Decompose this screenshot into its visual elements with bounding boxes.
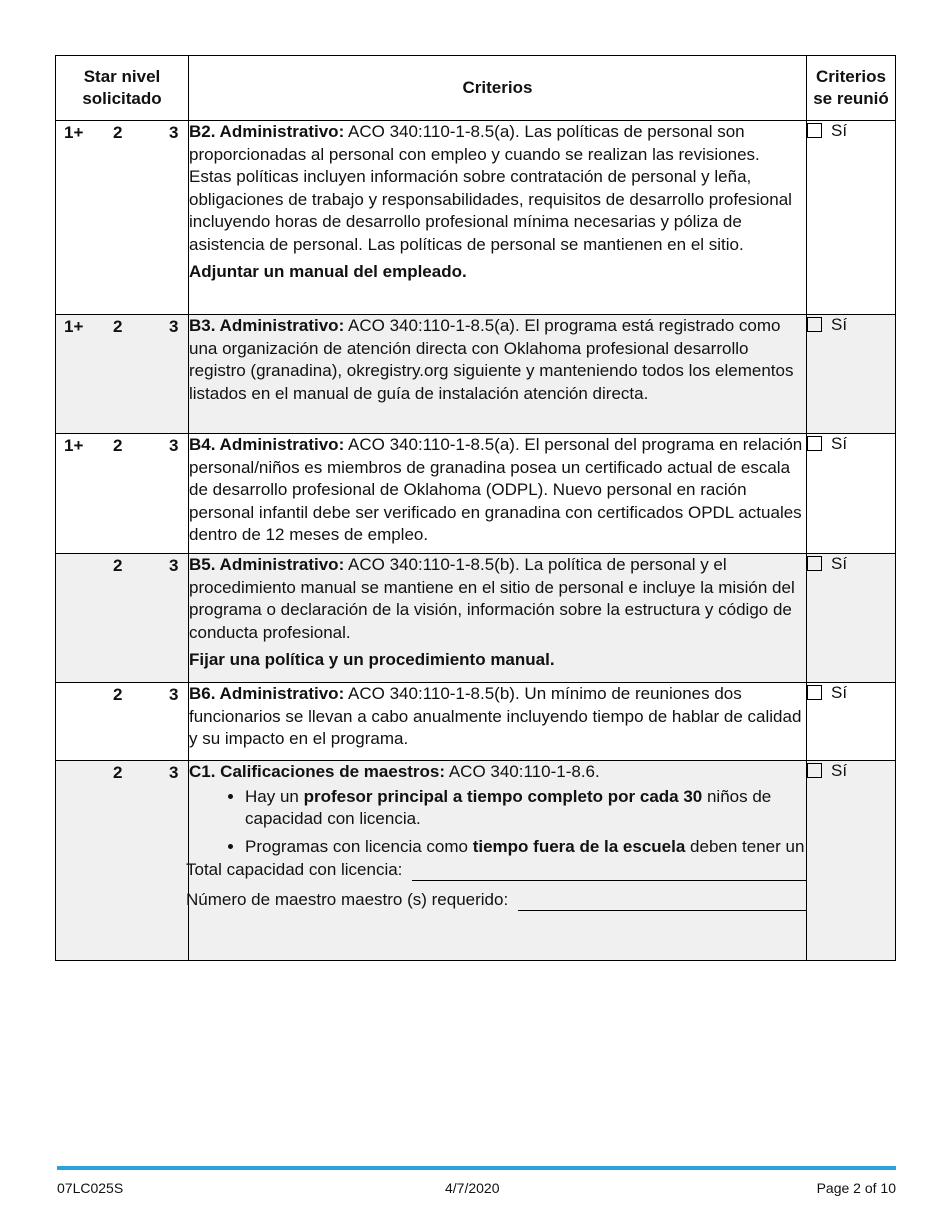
table-row-c1 xyxy=(56,761,896,961)
criterion-id: B2. Administrativo: xyxy=(189,122,345,141)
criterion-ref: ACO 340:110-1-8.6. xyxy=(445,762,600,781)
table-row-b4 xyxy=(56,434,896,554)
star-levels xyxy=(56,554,189,683)
table-row-b3 xyxy=(56,315,896,434)
level-3: 3 xyxy=(169,685,179,704)
criteria-cell xyxy=(189,554,807,683)
met-cell xyxy=(807,121,896,315)
criterion-id: B3. Administrativo: xyxy=(189,316,345,335)
criteria-cell xyxy=(189,315,807,434)
table-row-b5 xyxy=(56,554,896,683)
yes-checkbox[interactable] xyxy=(807,556,822,571)
yes-label: Sí xyxy=(831,683,848,702)
bullet-text: Hay un xyxy=(245,786,304,806)
yes-checkbox[interactable] xyxy=(807,763,822,778)
criterion-attachment: Adjuntar un manual del empleado. xyxy=(189,262,467,281)
yes-label: Sí xyxy=(831,554,848,573)
criterion-text: La política de personal y el procedimiento manual se mantiene en el sitio de personal e incluye la misión del programa o declaración de la visión, información sobre la estructura y código de conducta profesional. xyxy=(189,555,795,642)
criterion-ref: ACO 340:110-1-8.5(a). xyxy=(344,435,520,454)
met-cell xyxy=(807,554,896,683)
level-3: 3 xyxy=(169,317,179,336)
level-2: 2 xyxy=(113,317,123,336)
star-levels xyxy=(56,761,189,961)
criterion-ref: ACO 340:110-1-8.5(a). xyxy=(344,122,520,141)
yes-label: Sí xyxy=(831,121,848,140)
yes-label: Sí xyxy=(831,315,848,334)
criteria-table xyxy=(55,55,896,961)
level-2: 2 xyxy=(113,685,123,704)
yes-checkbox[interactable] xyxy=(807,123,822,138)
criterion-id: B4. Administrativo: xyxy=(189,435,345,454)
form-code: 07LC025S xyxy=(57,1180,124,1196)
criteria-cell xyxy=(189,434,807,554)
master-teachers-label: Número de maestro maestro (s) requerido: xyxy=(186,890,509,909)
star-levels xyxy=(56,315,189,434)
yes-checkbox[interactable] xyxy=(807,685,822,700)
c1-fields xyxy=(186,859,806,911)
bullet-emphasis: tiempo fuera de la escuela xyxy=(472,836,686,856)
yes-checkbox[interactable] xyxy=(807,436,822,451)
criteria-header: Criterios xyxy=(189,56,807,121)
criterion-text: El personal del programa en relación personal/niños es miembros de granadina posea un certificado actual de escala de desarrollo profesional de Oklahoma (ODPL). Nuevo personal en ración personal infantil debe ser verificado en granadina con certificados OPDL actuales dentro de 12 meses de empleo. xyxy=(189,435,803,544)
footer-divider xyxy=(57,1166,896,1170)
criterion-text: Las políticas de personal son proporcionadas al personal con empleo y cuando se realizan las revisiones. Estas políticas incluyen información sobre contratación de personal y leña, obligaciones de trabajo y responsabilidades, requisitos de desarrollo profesional incluyendo horas de desarrollo profesional mínima necesarias y póliza de asistencia de personal. Las políticas de personal se mantienen en el sitio. xyxy=(189,122,792,254)
criterion-id: B5. Administrativo: xyxy=(189,555,345,574)
criterion-attachment: Fijar una política y un procedimiento manual. xyxy=(189,650,555,669)
form-date: 4/7/2020 xyxy=(445,1180,500,1196)
level-3: 3 xyxy=(169,123,179,142)
yes-label: Sí xyxy=(831,761,848,780)
met-cell xyxy=(807,434,896,554)
bullet-text: niños de capacidad con licencia. xyxy=(245,786,772,828)
criterion-text: El programa está registrado como una organización de atención directa con Oklahoma profesional desarrollo registro (granadina), okregistry.org siguiente y manteniendo todos los elementos listados en el manual de guía de instalación atención directa. xyxy=(189,316,794,403)
table-row-b2 xyxy=(56,121,896,315)
criteria-cell xyxy=(186,761,807,961)
level-1plus: 1+ xyxy=(64,436,84,455)
yes-checkbox[interactable] xyxy=(807,317,822,332)
level-1plus: 1+ xyxy=(64,317,84,336)
level-3: 3 xyxy=(169,436,179,455)
criterion-id: C1. Calificaciones de maestros: xyxy=(189,762,446,781)
page-number: Page 2 of 10 xyxy=(816,1180,896,1196)
star-levels xyxy=(56,683,189,761)
level-2: 2 xyxy=(113,763,123,782)
criterion-ref: ACO 340:110-1-8.5(b). xyxy=(344,555,520,574)
bullet-emphasis: profesor principal a tiempo completo por cada 30 xyxy=(303,786,703,806)
yes-label: Sí xyxy=(831,434,848,453)
level-2: 2 xyxy=(113,123,123,142)
criteria-cell xyxy=(189,683,807,761)
criteria-cell xyxy=(189,121,807,315)
criterion-ref: ACO 340:110-1-8.5(b). xyxy=(344,684,520,703)
level-1plus: 1+ xyxy=(64,123,84,142)
level-3: 3 xyxy=(169,763,179,782)
level-2: 2 xyxy=(113,556,123,575)
c1-bullet-list xyxy=(189,786,806,858)
criterion-text: Un mínimo de reuniones dos funcionarios se llevan a cabo anualmente incluyendo tiempo de hablar de calidad y su impacto en el programa. xyxy=(189,684,802,748)
criterion-id: B6. Administrativo: xyxy=(189,684,345,703)
met-cell xyxy=(807,315,896,434)
c1-body xyxy=(189,761,806,857)
star-levels xyxy=(56,121,189,315)
star-level-header: Star nivel solicitado xyxy=(56,56,189,121)
bullet-text: deben tener un xyxy=(685,836,805,856)
table-header-row xyxy=(56,56,896,121)
list-item xyxy=(245,836,806,858)
list-item xyxy=(245,786,806,831)
star-levels xyxy=(56,434,189,554)
bullet-text: Programas con licencia como xyxy=(245,836,473,856)
total-capacity-label: Total capacidad con licencia: xyxy=(186,860,403,879)
met-cell xyxy=(807,761,896,961)
criterion-ref: ACO 340:110-1-8.5(a). xyxy=(344,316,520,335)
met-cell xyxy=(807,683,896,761)
criteria-met-header: Criterios se reunió xyxy=(807,56,896,121)
total-capacity-line[interactable] xyxy=(412,862,806,881)
master-teachers-line[interactable] xyxy=(518,892,806,911)
table-row-b6 xyxy=(56,683,896,761)
level-2: 2 xyxy=(113,436,123,455)
level-3: 3 xyxy=(169,556,179,575)
